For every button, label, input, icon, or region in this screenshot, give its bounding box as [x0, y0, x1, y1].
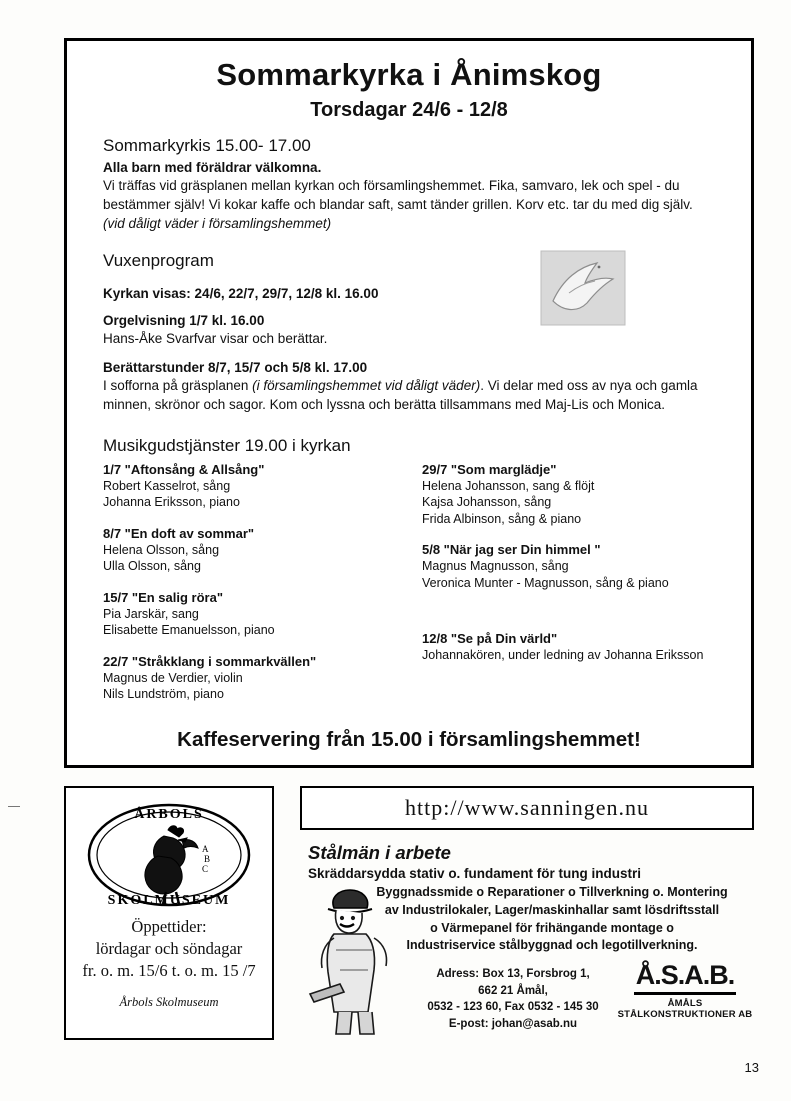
- svg-text:B: B: [204, 854, 211, 864]
- concert-title: 12/8 "Se på Din värld": [422, 631, 558, 647]
- dove-illustration: [539, 249, 627, 327]
- ad-contact-info: [418, 966, 608, 1033]
- asab-advertisement: [300, 838, 754, 1046]
- concert-performer: Magnus de Verdier, violin: [103, 670, 243, 685]
- concert-performer: Johanna Eriksson, piano: [103, 495, 240, 510]
- ad-service-line: Byggnadssmide o Reparationer o Tillverkning o. Montering: [376, 885, 728, 899]
- program-box: [64, 38, 754, 768]
- concert-item: [103, 526, 408, 575]
- rooster-logo-icon: [84, 796, 254, 914]
- adults-church-visits: Kyrkan visas: 24/6, 22/7, 29/7, 12/8 kl. 16.00: [103, 286, 379, 302]
- stories-text-italic: (i församlingshemmet vid dåligt väder): [252, 377, 481, 393]
- concert-performer: Frida Albinson, sång & piano: [422, 511, 582, 526]
- concert-title: 15/7 "En salig röra": [103, 589, 223, 605]
- concert-performer: Ulla Olsson, sång: [103, 559, 201, 574]
- concert-title: 8/7 "En doft av sommar": [103, 525, 255, 541]
- concert-item: [103, 462, 408, 511]
- website-box[interactable]: [300, 786, 754, 830]
- concert-item: [103, 590, 408, 639]
- adults-organ-body: Hans-Åke Svarfvar visar och berättar.: [103, 331, 328, 347]
- concert-item: [422, 542, 727, 591]
- page-number: 13: [744, 1060, 759, 1075]
- concert-column-left: [103, 462, 408, 718]
- concert-performer: Nils Lundström, piano: [103, 687, 224, 702]
- adults-stories-title: Berättarstunder 8/7, 15/7 och 5/8 kl. 17.00: [103, 359, 368, 375]
- concert-item: [103, 654, 408, 703]
- concert-performer: Johannakören, under ledning av Johanna Eriksson: [422, 648, 704, 663]
- concert-title: 22/7 "Stråkklang i sommarkvällen": [103, 653, 317, 669]
- section-heading-music: Musikgudstjänster 19.00 i kyrkan: [103, 435, 351, 455]
- ad-phone-line: 0532 - 123 60, Fax 0532 - 145 30: [427, 1001, 599, 1014]
- museum-caption: Årbols Skolmuseum: [119, 995, 219, 1010]
- museum-logo-bottom-text: SKOLMUSEUM: [107, 893, 231, 908]
- ad-email-line[interactable]: E-post: johan@asab.nu: [448, 1018, 578, 1031]
- adults-stories-body: [103, 376, 733, 414]
- page-title: Sommarkyrka i Ånimskog: [216, 57, 602, 92]
- museum-hours-range: fr. o. m. 15/6 t. o. m. 15 /7: [82, 960, 256, 980]
- concert-performer: Elisabette Emanuelsson, piano: [103, 623, 275, 638]
- museum-logo: [84, 796, 254, 914]
- concert-performer: Helena Olsson, sång: [103, 542, 220, 557]
- concert-performer: Kajsa Johansson, sång: [422, 495, 552, 510]
- ad-service-line: Industriservice stålbyggnad och legotillverkning.: [406, 938, 698, 953]
- kids-note: (vid dåligt väder i församlingshemmet): [103, 216, 332, 232]
- ad-address-line: Adress: Box 13, Forsbrog 1,: [436, 968, 590, 980]
- kids-body: Vi träffas vid gräsplanen mellan kyrkan och församlingshemmet. Fika, samvaro, lek och spel - du bestämmer själv! Vi kokar kaffe och blandar saft, samt tänder grillen. Korv etc. tar du med dig själv.: [103, 178, 693, 213]
- concert-item: [422, 631, 727, 664]
- concert-performer: Pia Jarskär, sang: [103, 606, 199, 621]
- concert-title: 5/8 "När jag ser Din himmel ": [422, 542, 601, 558]
- page-subtitle: Torsdagar 24/6 - 12/8: [310, 99, 508, 121]
- section-heading-adults: Vuxenprogram: [103, 251, 214, 271]
- ad-service-line: av Industrilokaler, Lager/maskinhallar samt lösdriftsstall: [384, 902, 720, 917]
- asab-company-name: ÅMÅLS STÅLKONSTRUKTIONER AB: [617, 998, 753, 1020]
- ad-service-line: o Värmepanel för frihängande montage o: [430, 920, 674, 935]
- concert-list: [103, 462, 733, 718]
- website-url[interactable]: http://www.sanningen.nu: [405, 795, 649, 820]
- ad-address-line: 662 21 Åmål,: [478, 984, 548, 997]
- adults-organ-title: Orgelvisning 1/7 kl. 16.00: [103, 313, 265, 329]
- kids-welcome: Alla barn med föräldrar välkomna.: [103, 160, 322, 175]
- ad-title: Stålmän i arbete: [308, 842, 451, 863]
- svg-text:A: A: [202, 844, 209, 854]
- museum-logo-top-text: ÅRBOLS: [134, 807, 204, 822]
- concert-performer: Robert Kasselrot, sång: [103, 478, 231, 493]
- stories-text-b: . Vi delar med oss av nya och gamla minnen, skrönor och sagor. Kom och lyssna och berätta tillsammans med Maj-Lis och Monica.: [103, 377, 698, 412]
- concert-performer: Magnus Magnusson, sång: [422, 559, 569, 574]
- concert-performer: Veronica Munter - Magnusson, sång & piano: [422, 575, 669, 590]
- svg-text:C: C: [202, 864, 209, 874]
- coffee-note: Kaffeservering från 15.00 i församlingshemmet!: [177, 727, 641, 751]
- museum-hours-label: Öppettider:: [131, 917, 207, 936]
- concert-item: [422, 462, 727, 528]
- worker-cartoon-illustration: [306, 874, 418, 1040]
- museum-ad-box: [64, 786, 274, 1040]
- stories-text-a: I sofforna på gräsplanen: [103, 377, 253, 393]
- museum-hours-days: lördagar och söndagar: [95, 938, 243, 958]
- concert-column-right: [422, 462, 727, 718]
- crop-mark: [8, 806, 20, 807]
- asab-logo-block: [612, 960, 758, 1020]
- ad-subtitle: Skräddarsydda stativ o. fundament för tung industri: [308, 866, 642, 881]
- concert-title: 1/7 "Aftonsång & Allsång": [103, 461, 265, 477]
- concert-title: 29/7 "Som marglädje": [422, 461, 557, 477]
- asab-logo: Å.S.A.B.: [634, 960, 737, 995]
- section-heading-kids: Sommarkyrkis 15.00- 17.00: [103, 136, 311, 155]
- concert-performer: Helena Johansson, sang & flöjt: [422, 478, 595, 493]
